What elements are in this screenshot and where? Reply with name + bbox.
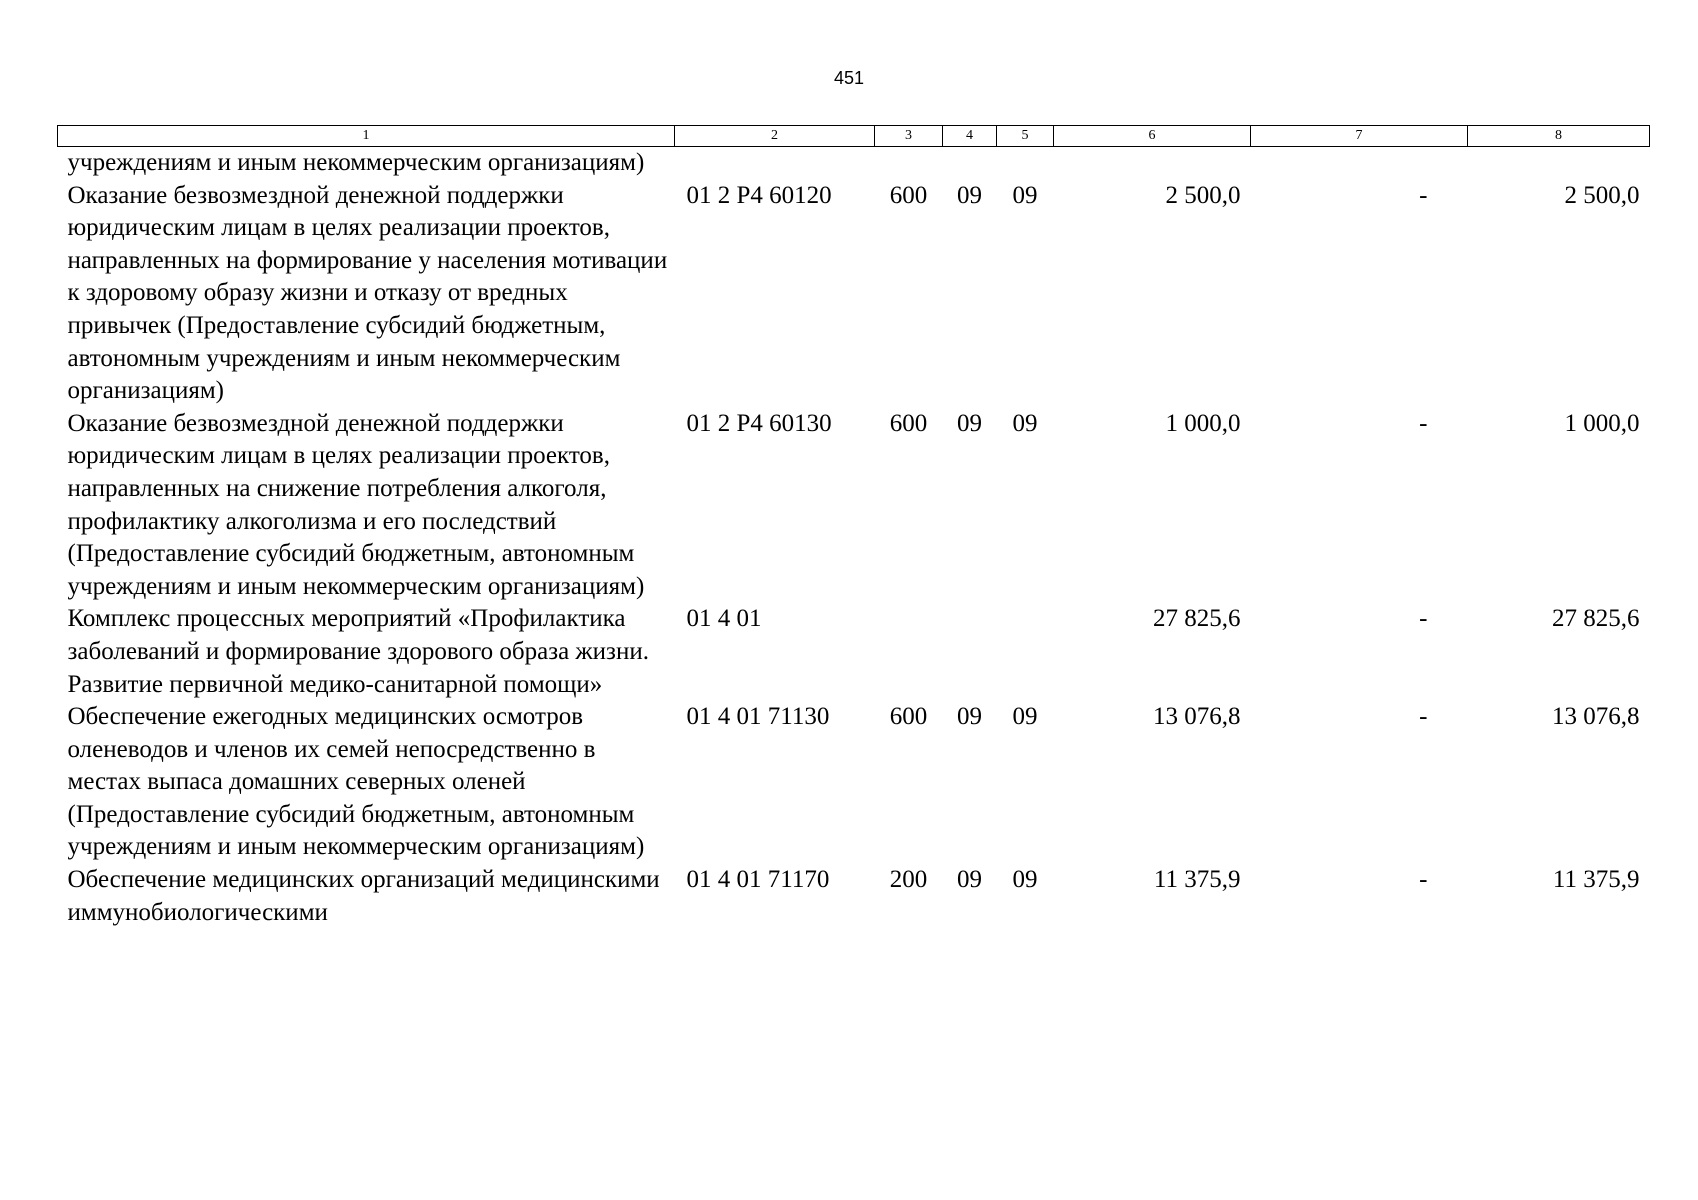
row-c5 [997,147,1054,180]
header-col-8: 8 [1468,126,1650,147]
row-c7: - [1419,866,1428,894]
row-c5: 09 [1012,181,1038,209]
row-c6 [1054,147,1251,180]
table-body [58,147,1650,930]
row-c4: 09 [957,866,982,894]
header-col-7: 7 [1251,126,1468,147]
row-c5: 09 [1012,866,1038,894]
budget-table [57,125,1650,929]
row-c5: 09 [1012,703,1038,731]
row-c6: 2 500,0 [1165,181,1241,209]
row-c7 [1251,147,1468,180]
row-name: Оказание безвозмездной денежной поддержки юридическим лицам в целях реализации проектов, направленных на формирование у населения мотивации к здоровому образу жизни и отказу от вредных привычек (Предоставление субсидий бюджетным, автономным учреждениям и иным некоммерческим организациям) [67,181,668,405]
row-name: Комплекс процессных мероприятий «Профилактика заболеваний и формирование здорового образа жизни. Развитие первичной медико-санитарной помощи» [67,605,649,698]
row-code [675,147,875,180]
row-code: 01 2 Р4 60130 [686,409,832,437]
row-c6: 27 825,6 [1153,605,1241,633]
row-c8 [1468,147,1650,180]
table-row [58,701,1650,864]
row-c3: 600 [889,409,928,437]
row-c3 [875,147,943,180]
row-code: 01 4 01 71170 [686,866,830,894]
row-c3: 600 [889,703,928,731]
header-row [58,126,1650,147]
page-number: 451 [833,68,865,88]
row-c6: 1 000,0 [1165,409,1241,437]
row-c4: 09 [957,181,982,209]
row-c6: 13 076,8 [1153,703,1241,731]
row-name: Обеспечение медицинских организаций медицинскими иммунобиологическими [67,866,660,926]
table-row [58,603,1650,701]
row-c4: 09 [957,703,982,731]
header-col-3: 3 [875,126,943,147]
header-col-1: 1 [58,126,675,147]
row-c3: 600 [889,181,928,209]
row-code: 01 2 Р4 60120 [686,181,832,209]
row-code: 01 4 01 71130 [686,703,830,731]
header-col-4: 4 [943,126,997,147]
row-c7: - [1419,409,1428,437]
row-c4 [943,147,997,180]
row-code: 01 4 01 [686,605,762,633]
row-c8: 27 825,6 [1552,605,1640,633]
table-row [58,408,1650,604]
row-c4: 09 [957,409,982,437]
row-c4 [943,603,997,701]
row-c8: 1 000,0 [1564,409,1640,437]
header-col-2: 2 [675,126,875,147]
header-col-5: 5 [997,126,1054,147]
table-row [58,180,1650,408]
row-name: Оказание безвозмездной денежной поддержки юридическим лицам в целях реализации проектов, направленных на снижение потребления алкоголя, профилактику алкоголизма и его последствий (Предоставление субсидий бюджетным, автономным учреждениям и иным некоммерческим организациям) [67,409,645,600]
table-header [58,126,1650,147]
row-name: учреждениям и иным некоммерческим организациям) [67,149,645,176]
row-c3: 200 [889,866,928,894]
row-c7: - [1419,605,1428,633]
row-c5 [997,603,1054,701]
row-name: Обеспечение ежегодных медицинских осмотров оленеводов и членов их семей непосредственно в местах выпаса домашних северных оленей (Предоставление субсидий бюджетным, автономным учреждениям и иным некоммерческим организациям) [67,703,645,861]
row-c5: 09 [1012,409,1038,437]
row-c3 [875,603,943,701]
table-row [58,147,1650,180]
row-c8: 13 076,8 [1552,703,1640,731]
row-c8: 11 375,9 [1552,866,1640,894]
table-row [58,864,1650,929]
row-c7: - [1419,703,1428,731]
header-col-6: 6 [1054,126,1251,147]
row-c8: 2 500,0 [1564,181,1640,209]
row-c7: - [1419,181,1428,209]
row-c6: 11 375,9 [1153,866,1241,894]
